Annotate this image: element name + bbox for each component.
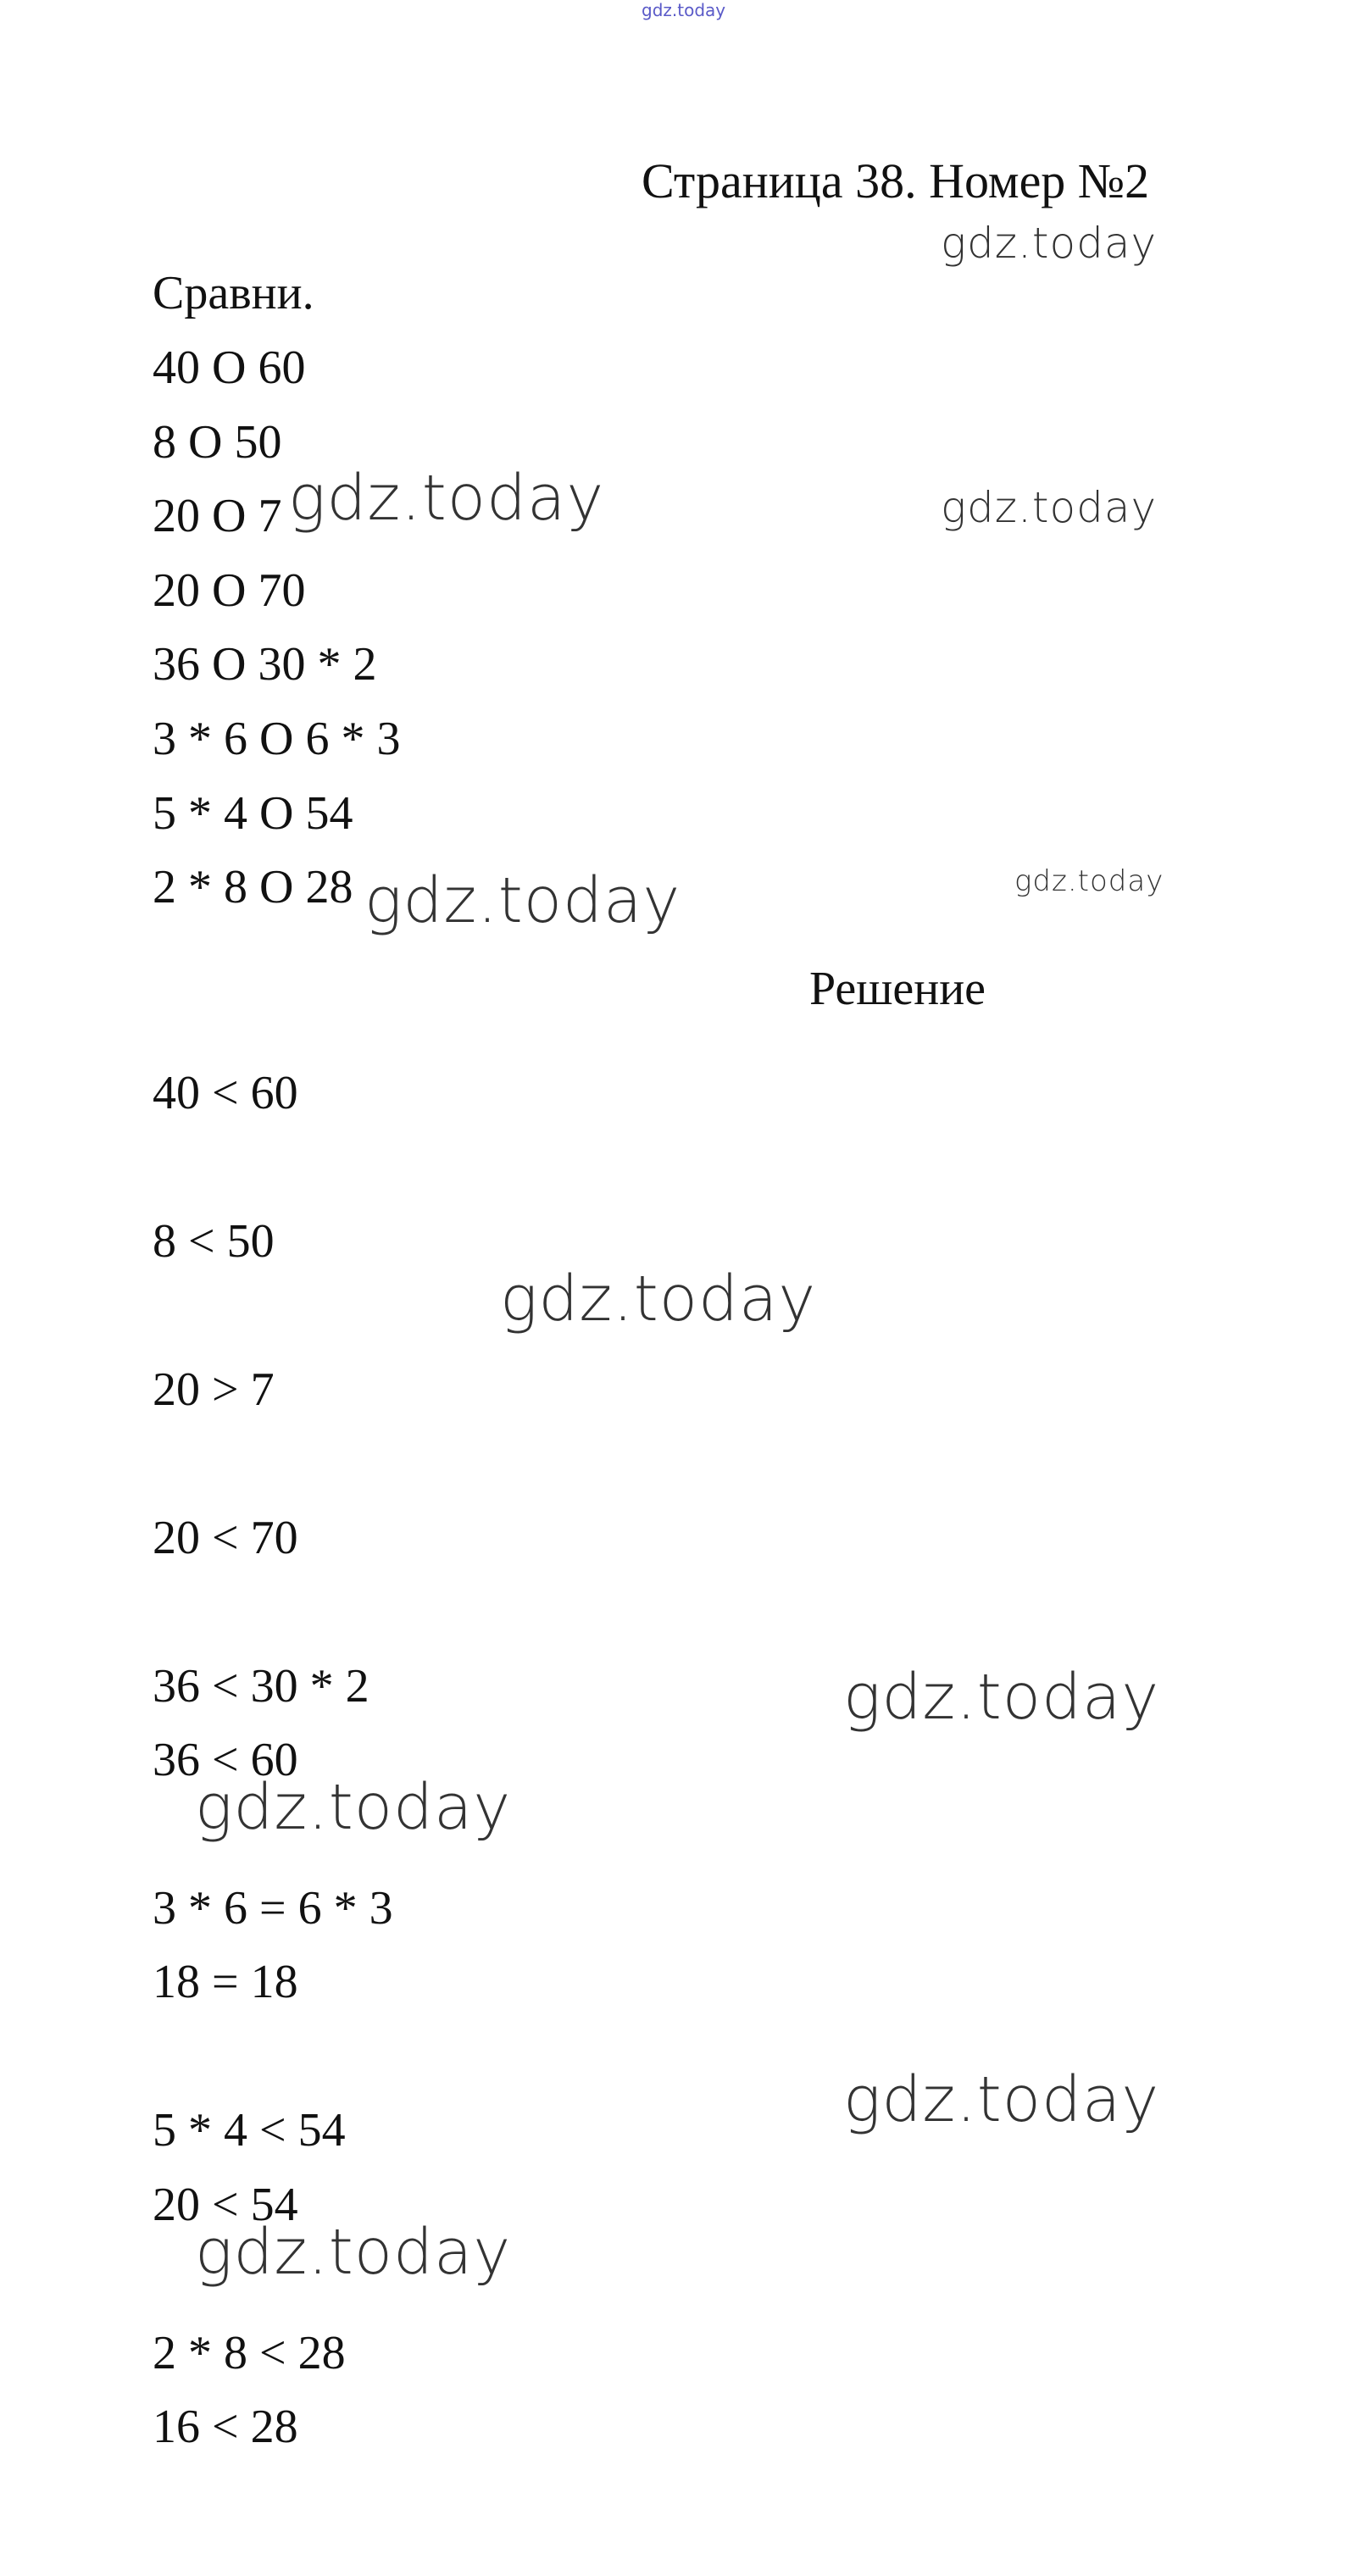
- solution-line: 20 > 7: [153, 1363, 275, 1416]
- watermark: gdz.today: [195, 2216, 512, 2289]
- solution-line: 36 < 30 * 2: [153, 1660, 369, 1713]
- task-item: 36 O 30 * 2: [153, 638, 377, 691]
- solution-line: 8 < 50: [153, 1215, 275, 1268]
- watermark: gdz.today: [941, 483, 1158, 532]
- task-item: 5 * 4 O 54: [153, 787, 353, 840]
- solution-line: 18 = 18: [153, 1956, 298, 2008]
- solution-line: 36 < 60: [153, 1734, 298, 1786]
- watermark: gdz.today: [941, 219, 1158, 268]
- solution-line: 16 < 28: [153, 2401, 298, 2453]
- solution-line: 2 * 8 < 28: [153, 2327, 346, 2379]
- solution-line: 20 < 54: [153, 2179, 298, 2231]
- watermark: gdz.today: [1014, 864, 1164, 898]
- watermark: gdz.today: [843, 1661, 1160, 1734]
- solution-line: 20 < 70: [153, 1512, 298, 1564]
- watermark: gdz.today: [288, 462, 605, 535]
- watermark: gdz.today: [195, 1771, 512, 1844]
- watermark: gdz.today: [364, 864, 681, 937]
- task-item: 20 O 70: [153, 564, 306, 617]
- task-item: 20 O 7: [153, 490, 282, 542]
- task-instruction: Сравни.: [153, 267, 314, 319]
- top-watermark: gdz.today: [642, 0, 726, 20]
- page-title: Страница 38. Номер №2: [642, 153, 1150, 208]
- task-item: 2 * 8 O 28: [153, 861, 353, 913]
- watermark: gdz.today: [500, 1263, 817, 1335]
- task-item: 8 O 50: [153, 416, 282, 469]
- solution-line: 5 * 4 < 54: [153, 2104, 346, 2157]
- solution-line: 40 < 60: [153, 1067, 298, 1119]
- task-item: 40 O 60: [153, 341, 306, 394]
- task-item: 3 * 6 O 6 * 3: [153, 713, 401, 765]
- watermark: gdz.today: [843, 2063, 1160, 2136]
- solution-line: 3 * 6 = 6 * 3: [153, 1882, 393, 1935]
- solution-heading: Решение: [809, 963, 986, 1015]
